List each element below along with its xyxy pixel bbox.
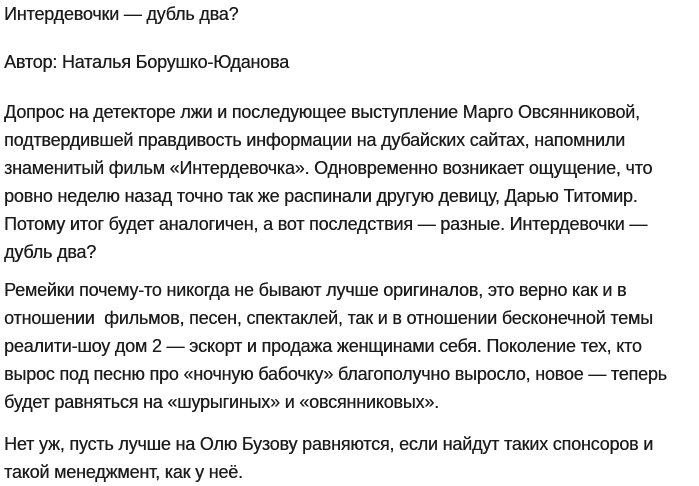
text-line: подтвердившей правдивость информации на дубайских сайтах, напомнили	[4, 130, 625, 150]
text-line: такой менеджмент, как у неё.	[4, 462, 243, 482]
author-line: Автор: Наталья Борушко-Юданова	[4, 52, 289, 72]
paragraph-2	[4, 276, 699, 416]
text-line: дубль два?	[4, 242, 96, 262]
text-line: реалити-шоу дом 2 — эскорт и продажа женщинами себя. Поколение тех, кто	[4, 336, 642, 356]
text-line: будет равняться на «шурыгиных» и «овсянниковых».	[4, 392, 439, 412]
text-line: отношении фильмов, песен, спектаклей, так и в отношении бесконечной темы	[4, 308, 653, 328]
text-line: Допрос на детекторе лжи и последующее выступление Марго Овсянниковой,	[4, 102, 640, 122]
article-title: Интердевочки — дубль два?	[4, 4, 239, 24]
text-line: Ремейки почему-то никогда не бывают лучше оригиналов, это верно как и в	[4, 280, 627, 300]
text-line: ровно неделю назад точно так же распинали другую девицу, Дарью Титомир.	[4, 186, 638, 206]
text-line: знаменитый фильм «Интердевочка». Одновременно возникает ощущение, что	[4, 158, 653, 178]
text-line: Потому итог будет аналогичен, а вот последствия — разные. Интердевочки —	[4, 214, 648, 234]
text-line: вырос под песню про «ночную бабочку» благополучно выросло, новое — теперь	[4, 364, 667, 384]
paragraph-3	[4, 430, 699, 486]
paragraph-1	[4, 98, 699, 266]
text-line: Нет уж, пусть лучше на Олю Бузову равняются, если найдут таких спонсоров и	[4, 434, 654, 454]
